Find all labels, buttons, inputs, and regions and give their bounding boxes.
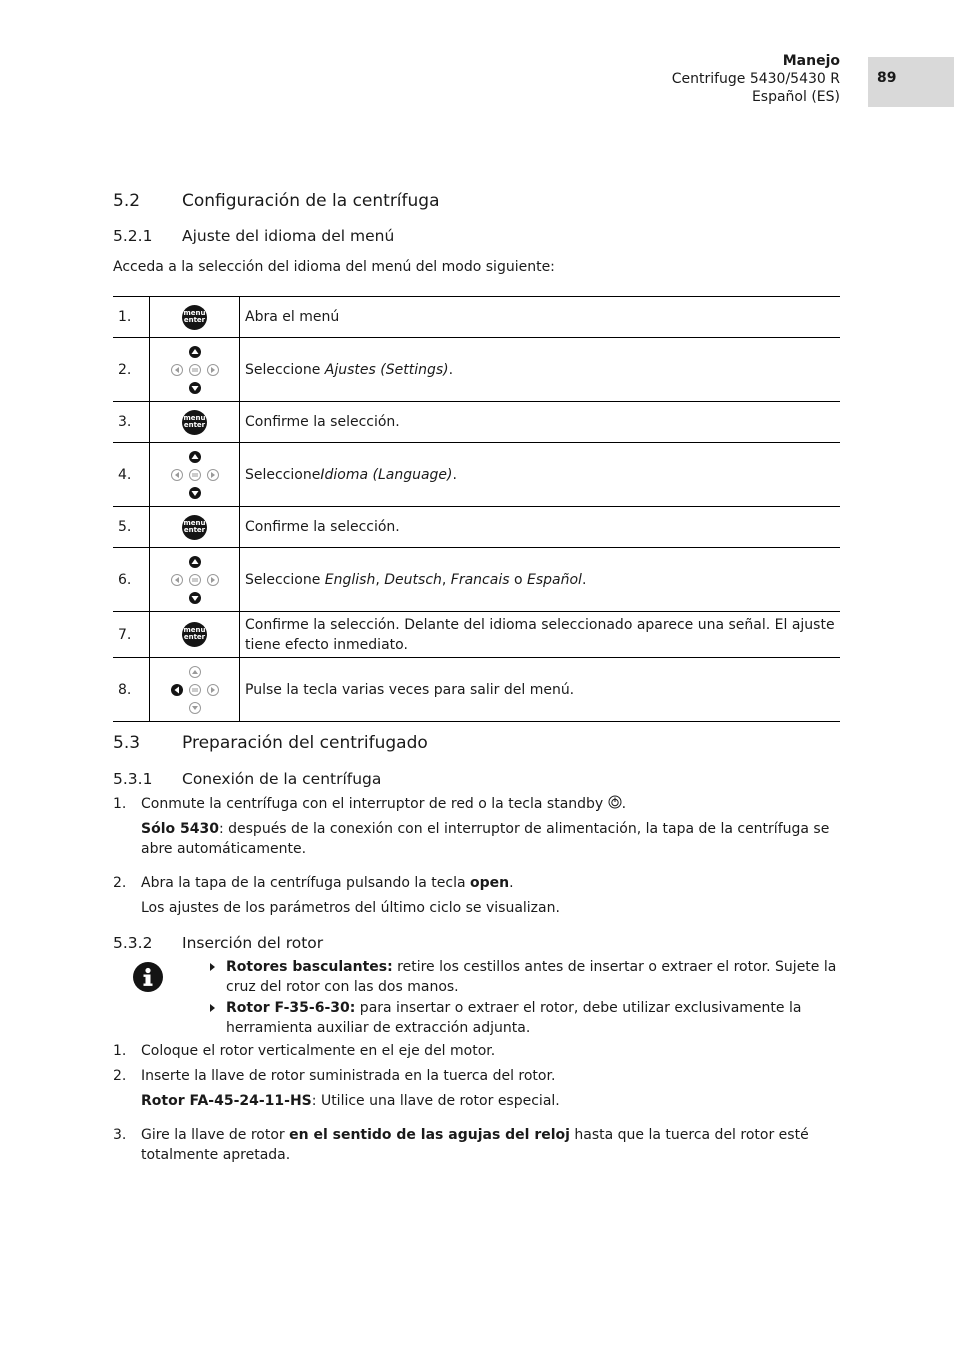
menu-enter-icon: menu enter: [182, 515, 207, 540]
step-number: 3.: [118, 414, 132, 430]
step-number: 2.: [118, 361, 132, 378]
menu-enter-icon: menu enter: [182, 410, 207, 435]
step-text: Confirme la selección. Delante del idioma seleccionado aparece una señal. El ajuste tiene efecto inmediato.: [240, 612, 841, 658]
step-text: SeleccioneIdioma (Language).: [240, 443, 841, 507]
table-row: [113, 338, 840, 402]
info-icon: [133, 962, 163, 992]
page-number-box: [868, 57, 954, 107]
step-number: 4.: [118, 466, 132, 483]
arrow-key-left-icon: [170, 666, 220, 714]
step-number: 8.: [118, 681, 132, 698]
language-label: Español (ES): [751, 89, 840, 105]
chapter-title: Manejo: [782, 53, 840, 69]
step-number: 6.: [118, 571, 132, 588]
step-text: Confirme la selección.: [240, 402, 841, 443]
section-number: 5.2.1: [113, 227, 153, 245]
section-heading-5-2: [113, 191, 440, 211]
step-text: Seleccione English, Deutsch, Francais o Español.: [240, 548, 841, 612]
step-text: Abra el menú: [240, 297, 841, 338]
section-heading-5-3-2: [113, 934, 323, 952]
step-number: 1.: [118, 309, 132, 325]
table-row: [113, 548, 840, 612]
table-row: [113, 612, 840, 658]
standby-icon: [608, 795, 622, 809]
step-text: Pulse la tecla varias veces para salir del menú.: [240, 658, 841, 722]
bullet-arrow-icon: [208, 957, 218, 977]
menu-enter-icon: menu enter: [182, 305, 207, 330]
menu-enter-icon: menu enter: [182, 622, 207, 647]
section-title: Ajuste del idioma del menú: [182, 227, 395, 245]
table-row: [113, 658, 840, 722]
arrow-keys-up-down-icon: [170, 556, 220, 604]
table-row: [113, 507, 840, 548]
running-header: [672, 52, 840, 106]
section-heading-5-3: [113, 733, 428, 753]
arrow-keys-up-down-icon: [170, 451, 220, 499]
steps-table: [113, 296, 840, 722]
section-heading-5-2-1: [113, 227, 394, 245]
intro-text: Acceda a la selección del idioma del menú del modo siguiente:: [113, 259, 555, 275]
section-title: Inserción del rotor: [182, 934, 324, 952]
section-number: 5.3: [113, 733, 141, 753]
step-text: Confirme la selección.: [240, 507, 841, 548]
section-title: Preparación del centrifugado: [182, 733, 428, 753]
bullet-arrow-icon: [208, 998, 218, 1018]
page-number: 89: [877, 70, 897, 86]
section-number: 5.3.2: [113, 934, 153, 952]
step-number: 5.: [118, 519, 132, 535]
section-heading-5-3-1: [113, 770, 381, 788]
section-number: 5.2: [113, 191, 141, 211]
arrow-keys-up-down-icon: [170, 346, 220, 394]
product-name: Centrifuge 5430/5430 R: [671, 71, 840, 87]
table-row: [113, 402, 840, 443]
table-row: [113, 297, 840, 338]
section-number: 5.3.1: [113, 770, 153, 788]
table-row: [113, 443, 840, 507]
section-title: Conexión de la centrífuga: [182, 770, 382, 788]
step-text: Seleccione Ajustes (Settings).: [240, 338, 841, 402]
section-title: Configuración de la centrífuga: [182, 191, 440, 211]
step-number: 7.: [118, 626, 132, 643]
